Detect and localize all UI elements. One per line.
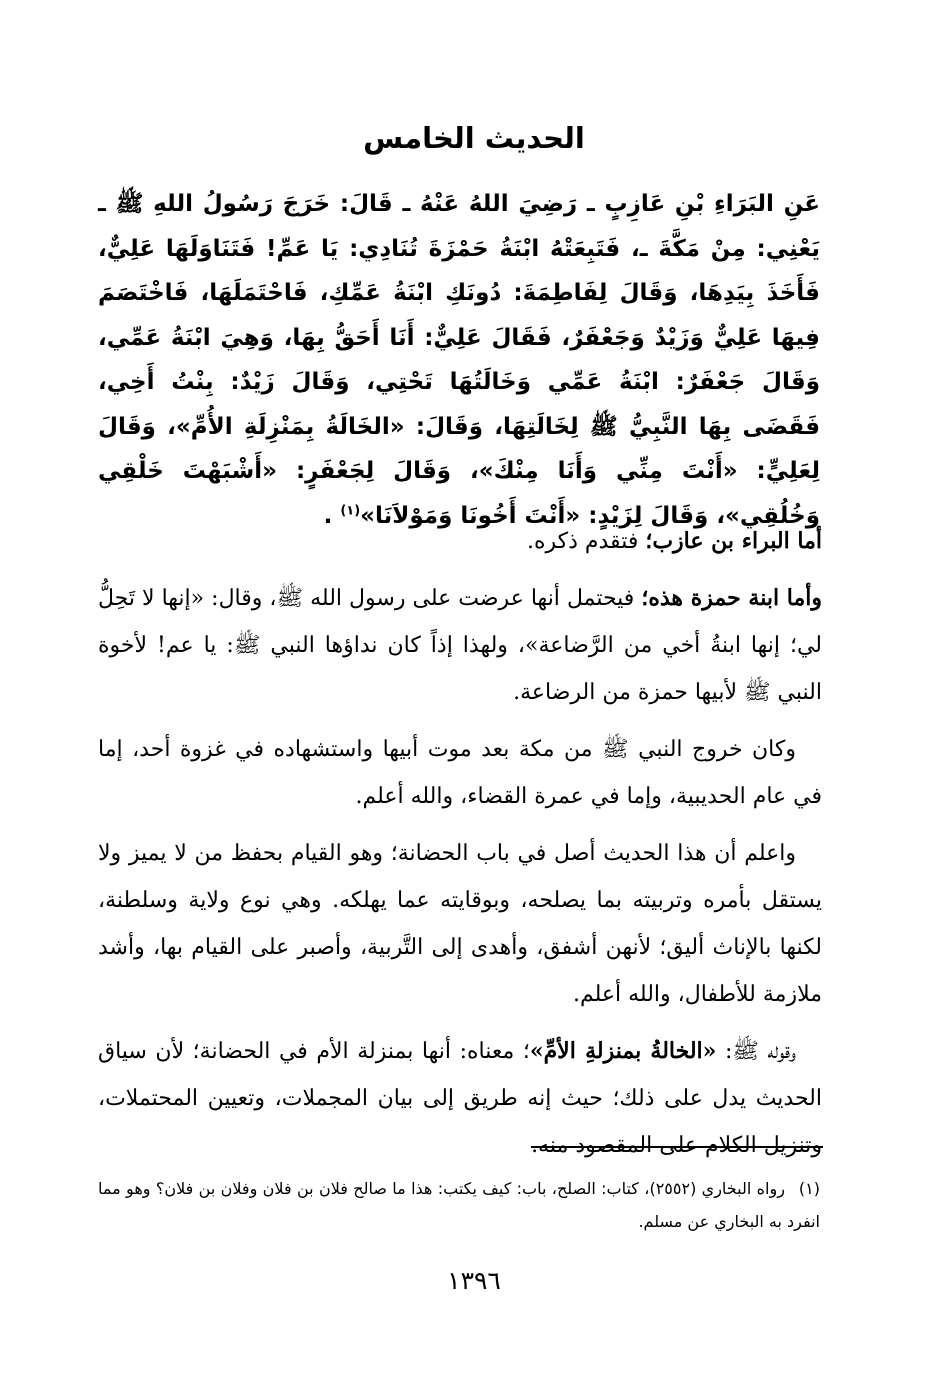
- commentary: [98, 518, 822, 1179]
- paragraph-text: فيحتمل أنها عرضت على رسول الله ﷺ، وقال: «إنها لا تَحِلُّ لي؛ إنها ابنةُ أخي من الرَّضاعة»، ولهذا إذاً كان نداؤها النبي ﷺ: يا عم! لأخوة النبي ﷺ لأبيها حمزة من الرضاعة.: [98, 586, 823, 705]
- footnote: [98, 1172, 820, 1238]
- paragraph-hamza-daughter: [98, 575, 822, 716]
- paragraph-quote: «الخالةُ بمنزلةِ الأمِّ»: [529, 1038, 717, 1064]
- paragraph-lead: وأما ابنة حمزة هذه؛: [641, 585, 822, 611]
- paragraph-custody: [98, 830, 822, 1018]
- paragraph-departure: [98, 726, 822, 820]
- paragraph-text: وكان خروج النبي ﷺ من مكة بعد موت أبيها واستشهاده في غزوة أحد، إما في عام الحديبية، وإما في عمرة القضاء، والله أعلم.: [98, 737, 822, 809]
- footnote-reference: (١): [340, 502, 361, 518]
- footnote-number: (١): [798, 1179, 821, 1198]
- footnote-divider: [531, 1146, 823, 1148]
- paragraph-text: ؛ معناه: أنها بمنزلة الأم في الحضانة؛ لأن سياق الحديث يدل على ذلك؛ حيث إنه طريق إلى بيان المجملات، وتعيين المحتملات، وتنزيل الكلام على المقصود منه.: [98, 1039, 822, 1158]
- page-number: ١٣٩٦: [447, 1266, 501, 1295]
- paragraph-lead: أما البراء بن عازب؛: [645, 528, 822, 554]
- paragraph-text-before: وقوله ﷺ:: [716, 1039, 797, 1064]
- hadith-body: عَنِ البَرَاءِ بْنِ عَازِبٍ ـ رَضِيَ اللهُ عَنْهُ ـ قَالَ: خَرَجَ رَسُولُ اللهِ ﷺ ـ يَعْنِي: مِنْ مَكَّةَ ـ، فَتَبِعَتْهُ ابْنَةُ حَمْزَةَ تُنَادِي: يَا عَمِّ! فَتَنَاوَلَهَا عَلِيٌّ، فَأَخَذَ بِيَدِهَا، وَقَالَ لِفَاطِمَةَ: دُونَكِ ابْنَةُ عَمِّكِ، فَاحْتَمَلَهَا، فَاخْتَصَمَ فِيهَا عَلِيٌّ وَزَيْدٌ وَجَعْفَرٌ، فَقَالَ عَلِيٌّ: أَنَا أَحَقُّ بِهَا، وَهِيَ ابْنَةُ عَمِّي، وَقَالَ جَعْفَرٌ: ابْنَةُ عَمِّي وَخَالَتُهَا تَحْتِي، وَقَالَ زَيْدٌ: بِنْتُ أَخِي، فَقَضَى بِهَا النَّبِيُّ ﷺ لِخَالَتِهَا، وَقَالَ: «الخَالَةُ بِمَنْزِلَةِ الأُمِّ»، وَقَالَ لِعَلِيٍّ: «أَنْتَ مِنِّي وَأَنَا مِنْكَ»، وَقَالَ لِجَعْفَرٍ: «أَشْبَهْتَ خَلْقِي وَخُلُقِي»، وَقَالَ لِزَيْدٍ: «أَنْتَ أَخُونَا وَمَوْلاَنَا»: [98, 191, 820, 529]
- paragraph-text: واعلم أن هذا الحديث أصل في باب الحضانة؛ وهو القيام بحفظ من لا يميز ولا يستقل بأمره وتربيته بما يصلحه، وبوقايته عما يهلكه. وهي نوع ولاية وسلطنة، لكنها بالإناث أليق؛ لأنهن أشفق، وأهدى إلى التَّربية، وأصبر على القيام بها، وأشد ملازمة للأطفال، والله أعلم.: [98, 841, 822, 1007]
- paragraph-text: فتقدم ذكره.: [526, 529, 646, 554]
- hadith-end: .: [323, 502, 341, 529]
- page-title: الحديث الخامس: [363, 121, 585, 155]
- paragraph-bara: [98, 518, 822, 565]
- footnote-text: رواه البخاري (٢٥٥٢)، كتاب: الصلح، باب: كيف يكتب: هذا ما صالح فلان بن فلان وفلان بن فلان؟ وهو مما انفرد به البخاري عن مسلم.: [98, 1179, 820, 1231]
- hadith-text: [98, 182, 820, 538]
